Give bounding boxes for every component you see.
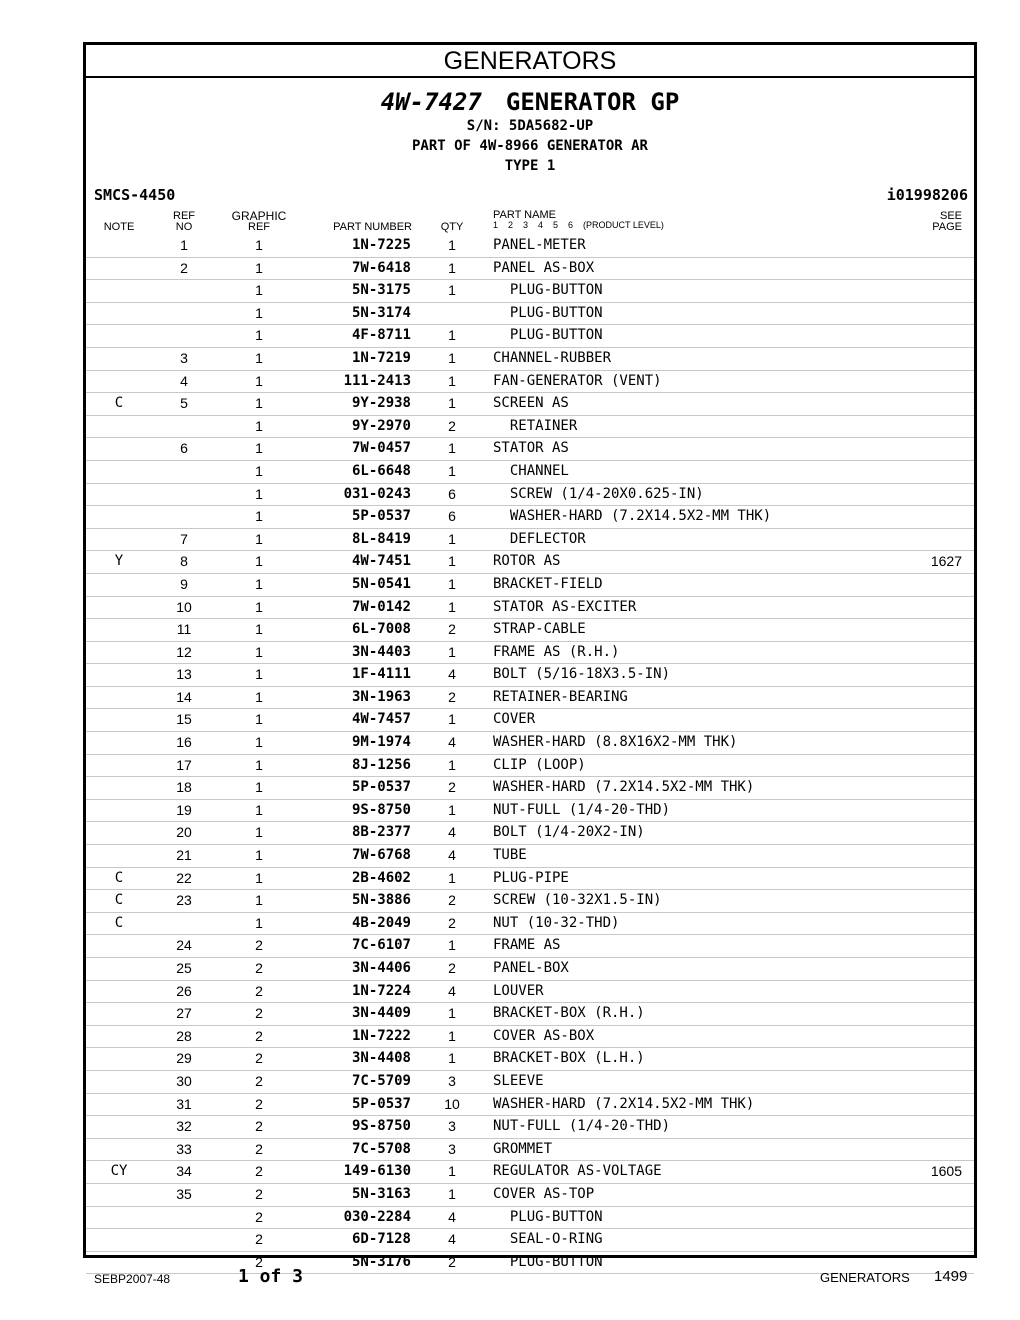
cell-qty: 1 <box>448 440 456 457</box>
cell-name: FRAME AS <box>493 937 561 954</box>
table-row <box>86 438 974 461</box>
cell-part: 1N-7219 <box>351 349 411 366</box>
table-row <box>86 687 974 710</box>
cell-qty: 1 <box>448 553 456 570</box>
cell-qty: 1 <box>448 1185 456 1202</box>
table-row <box>86 777 974 800</box>
table-row <box>86 529 974 552</box>
table-row <box>86 800 974 823</box>
cell-qty: 4 <box>448 847 456 864</box>
cell-graphic: 2 <box>255 1027 263 1044</box>
cell-ref: 3 <box>180 349 188 366</box>
cell-ref: 33 <box>176 1140 192 1157</box>
table-row <box>86 325 974 348</box>
cell-ref: 12 <box>176 643 192 660</box>
cell-ref: 32 <box>176 1118 192 1135</box>
cell-qty: 2 <box>448 960 456 976</box>
col-qty: QTY <box>440 221 464 233</box>
col-ref-2: NO <box>175 221 193 233</box>
cell-ref: 10 <box>176 598 192 615</box>
table-row <box>86 913 974 936</box>
cell-qty: 1 <box>448 937 456 954</box>
cell-name: SLEEVE <box>493 1072 544 1089</box>
part-of-line: PART OF 4W-8966 GENERATOR AR <box>411 138 648 154</box>
cell-name: COVER AS-BOX <box>493 1027 595 1044</box>
cell-qty: 1 <box>448 1163 456 1180</box>
cell-graphic: 1 <box>255 440 263 457</box>
cell-ref: 8 <box>180 553 188 570</box>
table-row <box>86 574 974 597</box>
cell-name: BRACKET-BOX (R.H.) <box>493 1005 645 1022</box>
cell-qty: 4 <box>448 666 456 683</box>
cell-graphic: 2 <box>255 960 263 976</box>
cell-graphic: 1 <box>255 666 263 683</box>
smcs-code: SMCS-4450 <box>94 186 176 204</box>
cell-name: WASHER-HARD (8.8X16X2-MM THK) <box>493 734 738 751</box>
cell-graphic: 1 <box>255 801 263 818</box>
cell-qty: 1 <box>448 869 456 886</box>
cell-ref: 29 <box>176 1050 192 1067</box>
cell-graphic: 1 <box>255 395 263 412</box>
cell-name: FRAME AS (R.H.) <box>493 643 620 660</box>
cell-part: 6L-7008 <box>351 621 411 638</box>
cell-part: 9Y-2938 <box>351 395 411 412</box>
col-product-level: 1 2 3 4 5 6 (PRODUCT LEVEL) <box>493 220 664 230</box>
cell-part: 5N-3175 <box>351 282 411 299</box>
cell-name: PLUG-BUTTON <box>493 327 603 344</box>
table-row <box>86 1094 974 1117</box>
cell-part: 030-2284 <box>343 1208 411 1225</box>
cell-graphic: 2 <box>255 937 263 954</box>
cell-graphic: 1 <box>255 824 263 841</box>
page-number: 1499 <box>934 1268 968 1285</box>
cell-part: 8B-2377 <box>351 824 411 841</box>
cell-qty: 2 <box>448 688 456 705</box>
cell-graphic: 1 <box>255 621 263 638</box>
cell-name: GROMMET <box>493 1140 553 1157</box>
table-row <box>86 1116 974 1139</box>
cell-ref: 22 <box>176 869 192 886</box>
table-row <box>86 1184 974 1207</box>
cell-part: 9S-8750 <box>351 1118 411 1135</box>
cell-qty: 1 <box>448 711 456 728</box>
cell-part: 5N-3174 <box>351 304 411 321</box>
cell-part: 4W-7451 <box>351 553 411 570</box>
cell-graphic: 1 <box>255 327 263 344</box>
cell-graphic: 2 <box>255 1072 263 1089</box>
cell-name: SCREEN AS <box>493 395 569 412</box>
cell-qty: 1 <box>448 395 456 412</box>
cell-name: BRACKET-BOX (L.H.) <box>493 1050 645 1067</box>
table-row <box>86 393 974 416</box>
cell-graphic: 1 <box>255 485 263 502</box>
cell-ref: 23 <box>176 892 192 909</box>
cell-part: 7W-6418 <box>351 259 411 276</box>
cell-ref: 19 <box>176 801 192 818</box>
cell-qty: 2 <box>448 892 456 909</box>
cell-graphic: 1 <box>255 349 263 366</box>
table-row <box>86 303 974 326</box>
table-row <box>86 709 974 732</box>
cell-part: 149-6130 <box>343 1163 411 1180</box>
cell-ref: 20 <box>176 824 192 841</box>
cell-part: 3N-4408 <box>351 1050 411 1067</box>
cell-ref: 7 <box>180 530 188 547</box>
cell-ref: 35 <box>176 1185 192 1202</box>
table-row <box>86 597 974 620</box>
cell-name: SCREW (10-32X1.5-IN) <box>493 892 662 909</box>
table-row <box>86 1026 974 1049</box>
cell-name: WASHER-HARD (7.2X14.5X2-MM THK) <box>493 508 772 525</box>
table-row <box>86 619 974 642</box>
table-row <box>86 551 974 574</box>
cell-qty: 1 <box>448 575 456 592</box>
cell-part: 4B-2049 <box>351 914 411 931</box>
table-row <box>86 484 974 507</box>
cell-name: NUT (10-32-THD) <box>493 914 620 931</box>
cell-part: 1N-7224 <box>351 982 411 999</box>
cell-graphic: 2 <box>255 1140 263 1157</box>
cell-name: WASHER-HARD (7.2X14.5X2-MM THK) <box>493 779 755 796</box>
cell-graphic: 1 <box>255 462 263 479</box>
cell-name: COVER <box>493 711 536 728</box>
cell-qty: 2 <box>448 779 456 796</box>
cell-graphic: 1 <box>255 643 263 660</box>
cell-name: PLUG-BUTTON <box>493 304 603 321</box>
cell-graphic: 1 <box>255 530 263 547</box>
cell-part: 4F-8711 <box>351 327 411 344</box>
cell-name: COVER AS-TOP <box>493 1185 595 1202</box>
table-row <box>86 1071 974 1094</box>
col-graphic-2: REF <box>248 221 270 233</box>
cell-graphic: 1 <box>255 734 263 751</box>
cell-name: BOLT (1/4-20X2-IN) <box>493 824 645 841</box>
cell-name: PLUG-BUTTON <box>493 1253 603 1270</box>
cell-qty: 1 <box>448 801 456 818</box>
column-headers <box>86 207 974 235</box>
cell-qty: 2 <box>448 417 456 434</box>
page-indicator: 1 of 3 <box>238 1266 304 1287</box>
cell-name: REGULATOR AS-VOLTAGE <box>493 1163 662 1180</box>
cell-qty: 4 <box>448 1208 456 1225</box>
cell-ref: 25 <box>176 960 192 976</box>
table-row <box>86 1048 974 1071</box>
cell-graphic: 1 <box>255 372 263 389</box>
cell-note: C <box>114 869 124 886</box>
cell-part: 1F-4111 <box>351 666 411 683</box>
cell-ref: 9 <box>180 575 188 592</box>
cell-qty: 2 <box>448 914 456 931</box>
cell-graphic: 2 <box>255 1095 263 1112</box>
cell-part: 5N-3176 <box>351 1253 411 1270</box>
cell-qty: 4 <box>448 824 456 841</box>
cell-qty: 3 <box>448 1118 456 1135</box>
table-row <box>86 732 974 755</box>
cell-name: PLUG-BUTTON <box>493 1208 603 1225</box>
cell-part: 4W-7457 <box>351 711 411 728</box>
cell-name: BOLT (5/16-18X3.5-IN) <box>493 666 671 683</box>
table-row <box>86 755 974 778</box>
cell-graphic: 2 <box>255 1185 263 1202</box>
cell-part: 111-2413 <box>343 372 411 389</box>
table-row <box>86 258 974 281</box>
cell-name: PANEL-BOX <box>493 960 569 976</box>
table-row <box>86 461 974 484</box>
cell-graphic: 1 <box>255 304 263 321</box>
cell-graphic: 2 <box>255 1208 263 1225</box>
cell-part: 5N-3886 <box>351 892 411 909</box>
cell-qty: 4 <box>448 982 456 999</box>
cell-qty: 6 <box>448 485 456 502</box>
cell-qty: 1 <box>448 462 456 479</box>
cell-ref: 17 <box>176 756 192 773</box>
cell-qty: 6 <box>448 508 456 525</box>
cell-ref: 31 <box>176 1095 192 1112</box>
cell-qty: 1 <box>448 643 456 660</box>
table-row <box>86 868 974 891</box>
table-row <box>86 642 974 665</box>
cell-name: TUBE <box>493 847 527 864</box>
doc-id: SEBP2007-48 <box>94 1272 171 1286</box>
cell-graphic: 1 <box>255 259 263 276</box>
col-ref-1: REF <box>173 210 195 222</box>
cell-see: 1627 <box>930 553 962 570</box>
cell-graphic: 1 <box>255 237 263 253</box>
col-see-1: SEE <box>939 210 962 222</box>
cell-ref: 18 <box>176 779 192 796</box>
table-row <box>86 1003 974 1026</box>
table-row <box>86 981 974 1004</box>
cell-qty: 4 <box>448 1231 456 1248</box>
cell-qty: 1 <box>448 1027 456 1044</box>
cell-name: RETAINER-BEARING <box>493 688 628 705</box>
cell-part: 8J-1256 <box>351 756 411 773</box>
cell-graphic: 1 <box>255 711 263 728</box>
cell-part: 3N-4406 <box>351 960 411 976</box>
cell-note: CY <box>110 1163 128 1180</box>
cell-name: PLUG-PIPE <box>493 869 569 886</box>
cell-part: 7W-0457 <box>351 440 411 457</box>
cell-ref: 11 <box>176 621 192 638</box>
table-row <box>86 1207 974 1230</box>
cell-graphic: 1 <box>255 892 263 909</box>
cell-qty: 1 <box>448 349 456 366</box>
cell-part: 9S-8750 <box>351 801 411 818</box>
cell-qty: 3 <box>448 1140 456 1157</box>
cell-part: 5P-0537 <box>351 508 411 525</box>
cell-graphic: 2 <box>255 1231 263 1248</box>
table-row <box>86 506 974 529</box>
footer-section: GENERATORS <box>820 1270 910 1285</box>
cell-note: C <box>114 395 124 412</box>
cell-name: CHANNEL-RUBBER <box>493 349 612 366</box>
cell-qty: 1 <box>448 1005 456 1022</box>
col-see-2: PAGE <box>932 221 962 233</box>
cell-name: CHANNEL <box>493 462 569 479</box>
cell-ref: 1 <box>180 237 188 253</box>
table-row <box>86 1161 974 1184</box>
table-row <box>86 280 974 303</box>
type-line: TYPE 1 <box>504 158 556 174</box>
cell-part: 9Y-2970 <box>351 417 411 434</box>
parts-group-header <box>86 78 974 207</box>
cell-graphic: 1 <box>255 756 263 773</box>
cell-graphic: 1 <box>255 914 263 931</box>
cell-graphic: 2 <box>255 1005 263 1022</box>
col-note: NOTE <box>103 221 135 233</box>
cell-ref: 4 <box>180 372 188 389</box>
cell-ref: 24 <box>176 937 192 954</box>
cell-name: ROTOR AS <box>493 553 561 570</box>
cell-ref: 14 <box>176 688 192 705</box>
cell-name: PANEL AS-BOX <box>493 259 595 276</box>
table-row <box>86 664 974 687</box>
section-title: GENERATORS <box>86 45 974 78</box>
cell-qty: 2 <box>448 1253 456 1270</box>
serial-number: S/N: 5DA5682-UP <box>466 118 594 134</box>
cell-qty: 1 <box>448 237 456 253</box>
table-row <box>86 958 974 981</box>
illustration-id: i01998206 <box>886 186 968 204</box>
cell-part: 7W-0142 <box>351 598 411 615</box>
cell-ref: 30 <box>176 1072 192 1089</box>
cell-part: 3N-4409 <box>351 1005 411 1022</box>
cell-ref: 2 <box>180 259 188 276</box>
cell-part: 5P-0537 <box>351 1095 411 1112</box>
col-part-number: PART NUMBER <box>333 221 412 233</box>
cell-name: DEFLECTOR <box>493 530 586 547</box>
table-row <box>86 416 974 439</box>
group-name: GENERATOR GP <box>505 88 680 116</box>
cell-graphic: 1 <box>255 282 263 299</box>
cell-ref: 5 <box>180 395 188 412</box>
cell-qty: 1 <box>448 756 456 773</box>
cell-name: STATOR AS-EXCITER <box>493 598 637 615</box>
cell-ref: 34 <box>176 1163 192 1180</box>
cell-name: SCREW (1/4-20X0.625-IN) <box>493 485 704 502</box>
cell-ref: 26 <box>176 982 192 999</box>
cell-graphic: 2 <box>255 1163 263 1180</box>
cell-graphic: 1 <box>255 869 263 886</box>
table-row <box>86 348 974 371</box>
cell-qty: 1 <box>448 598 456 615</box>
cell-part: 7C-5708 <box>351 1140 411 1157</box>
parts-list-frame <box>83 42 977 1270</box>
table-row <box>86 1229 974 1252</box>
cell-name: NUT-FULL (1/4-20-THD) <box>493 801 671 818</box>
cell-qty: 1 <box>448 259 456 276</box>
cell-name: SEAL-O-RING <box>493 1231 603 1248</box>
cell-note: C <box>114 914 124 931</box>
group-part-number: 4W-7427 <box>380 88 482 116</box>
cell-part: 6L-6648 <box>351 462 411 479</box>
cell-part: 3N-4403 <box>351 643 411 660</box>
cell-graphic: 2 <box>255 1118 263 1135</box>
cell-graphic: 1 <box>255 688 263 705</box>
cell-name: LOUVER <box>493 982 544 999</box>
cell-part: 5P-0537 <box>351 779 411 796</box>
cell-part: 7C-5709 <box>351 1072 411 1089</box>
cell-qty: 4 <box>448 734 456 751</box>
cell-name: PLUG-BUTTON <box>493 282 603 299</box>
table-row <box>86 890 974 913</box>
cell-part: 3N-1963 <box>351 688 411 705</box>
cell-name: BRACKET-FIELD <box>493 575 603 592</box>
table-row <box>86 1139 974 1162</box>
table-row <box>86 845 974 868</box>
cell-name: STATOR AS <box>493 440 569 457</box>
table-row <box>86 935 974 958</box>
cell-name: PANEL-METER <box>493 237 586 253</box>
cell-ref: 28 <box>176 1027 192 1044</box>
parts-table <box>86 235 974 1274</box>
cell-name: FAN-GENERATOR (VENT) <box>493 372 662 389</box>
cell-qty: 1 <box>448 1050 456 1067</box>
cell-graphic: 1 <box>255 598 263 615</box>
col-part-name: PART NAME <box>493 209 556 221</box>
cell-part: 5N-3163 <box>351 1185 411 1202</box>
cell-qty: 1 <box>448 327 456 344</box>
cell-ref: 6 <box>180 440 188 457</box>
cell-graphic: 1 <box>255 779 263 796</box>
cell-graphic: 1 <box>255 417 263 434</box>
cell-part: 5N-0541 <box>351 575 411 592</box>
cell-name: STRAP-CABLE <box>493 621 586 638</box>
cell-name: WASHER-HARD (7.2X14.5X2-MM THK) <box>493 1095 755 1112</box>
cell-qty: 3 <box>448 1072 456 1089</box>
cell-part: 2B-4602 <box>351 869 411 886</box>
cell-graphic: 1 <box>255 553 263 570</box>
cell-name: CLIP (LOOP) <box>493 756 586 773</box>
cell-qty: 2 <box>448 621 456 638</box>
cell-name: RETAINER <box>493 417 578 434</box>
cell-part: 031-0243 <box>343 485 411 502</box>
table-row <box>86 822 974 845</box>
cell-qty: 10 <box>444 1095 460 1112</box>
cell-part: 7W-6768 <box>351 847 411 864</box>
cell-note: C <box>114 892 124 909</box>
cell-graphic: 1 <box>255 508 263 525</box>
cell-part: 1N-7225 <box>351 237 411 253</box>
cell-part: 6D-7128 <box>351 1231 411 1248</box>
cell-graphic: 2 <box>255 982 263 999</box>
cell-note: Y <box>114 553 124 570</box>
cell-part: 1N-7222 <box>351 1027 411 1044</box>
cell-graphic: 1 <box>255 575 263 592</box>
cell-part: 8L-8419 <box>351 530 411 547</box>
cell-graphic: 1 <box>255 847 263 864</box>
col-graphic-1: GRAPHIC <box>231 209 287 223</box>
cell-see: 1605 <box>930 1163 962 1180</box>
cell-ref: 16 <box>176 734 192 751</box>
cell-part: 9M-1974 <box>351 734 411 751</box>
cell-part: 7C-6107 <box>351 937 411 954</box>
cell-ref: 15 <box>176 711 192 728</box>
cell-qty: 1 <box>448 282 456 299</box>
cell-name: NUT-FULL (1/4-20-THD) <box>493 1118 671 1135</box>
cell-qty: 1 <box>448 530 456 547</box>
cell-ref: 13 <box>176 666 192 683</box>
table-row <box>86 235 974 258</box>
table-row <box>86 371 974 394</box>
cell-ref: 27 <box>176 1005 192 1022</box>
cell-qty: 1 <box>448 372 456 389</box>
cell-ref: 21 <box>176 847 192 864</box>
cell-graphic: 2 <box>255 1253 263 1270</box>
group-title <box>86 78 974 116</box>
cell-graphic: 2 <box>255 1050 263 1067</box>
